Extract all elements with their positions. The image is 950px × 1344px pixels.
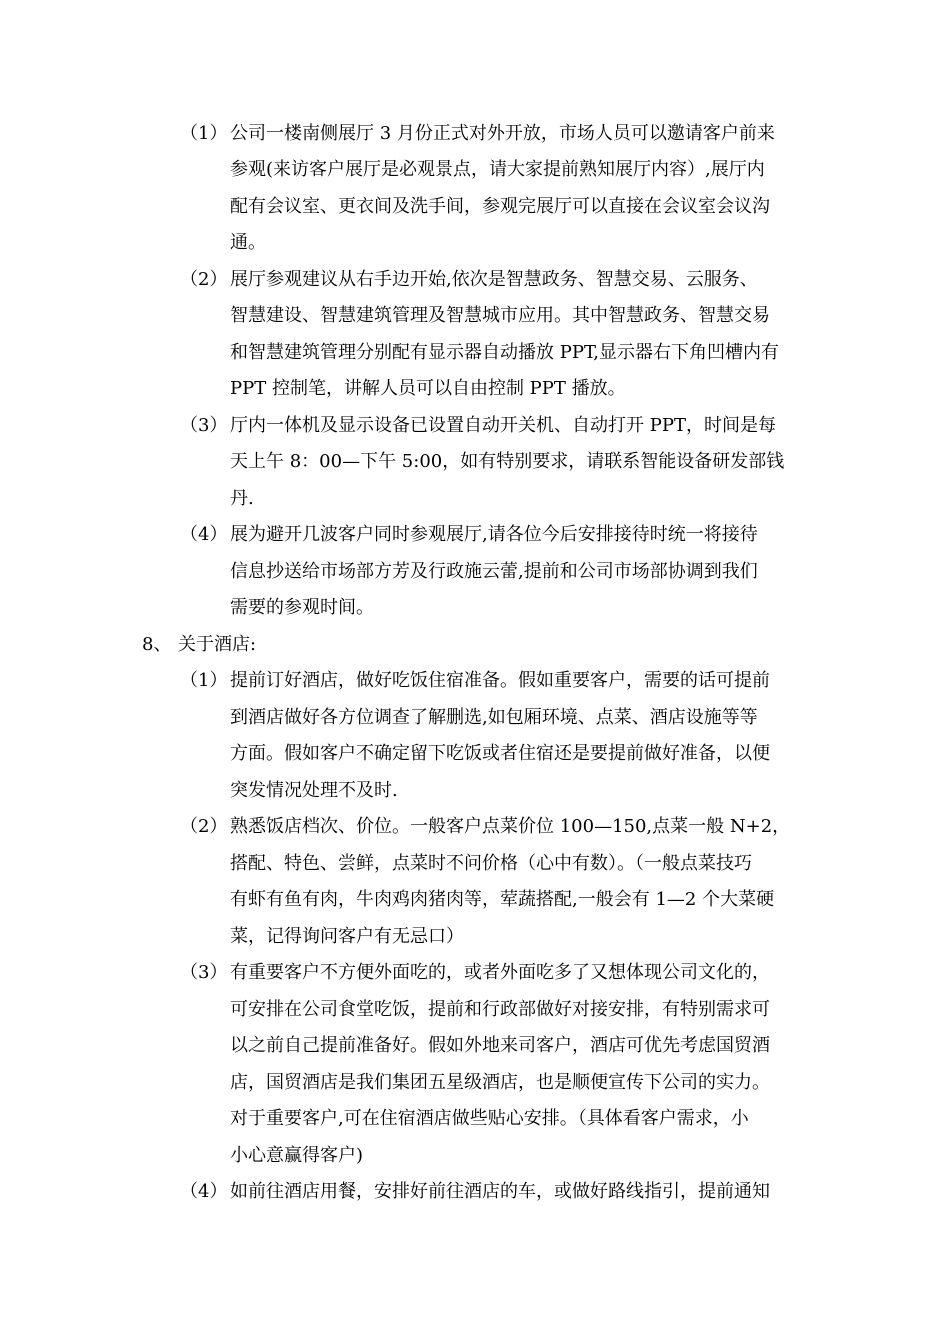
item-text-line: 厅内一体机及显示设备已设置自动开关机、自动打开 PPT，时间是每 bbox=[230, 415, 776, 436]
item-text-line: 提前订好酒店，做好吃饭住宿准备。假如重要客户，需要的话可提前 bbox=[230, 670, 770, 691]
item-text-line: 天上午 8：00—下午 5:00，如有特别要求，请联系智能设备研发部钱 bbox=[230, 451, 785, 472]
item-number: （3） bbox=[180, 962, 228, 983]
item-text-line: 需要的参观时间。 bbox=[230, 597, 374, 618]
item-text-line: 突发情况处理不及时. bbox=[230, 780, 398, 801]
item-text-line: 和智慧建筑管理分别配有显示器自动播放 PPT,显示器右下角凹槽内有 bbox=[230, 342, 780, 363]
item-text-line: 方面。假如客户不确定留下吃饭或者住宿还是要提前做好准备，以便 bbox=[230, 743, 770, 764]
item-text-line: 展厅参观建议从右手边开始,依次是智慧政务、智慧交易、云服务、 bbox=[230, 269, 758, 290]
item-text-line: 店，国贸酒店是我们集团五星级酒店，也是顺便宣传下公司的实力。 bbox=[230, 1072, 770, 1093]
item-text-line: 丹. bbox=[230, 488, 254, 509]
item-text-line: 有重要客户不方便外面吃的，或者外面吃多了又想体现公司文化的， bbox=[230, 962, 770, 983]
item-number: （1） bbox=[180, 670, 228, 691]
item-text-line: 信息抄送给市场部方芳及行政施云蕾,提前和公司市场部协调到我们 bbox=[230, 561, 758, 582]
item-text-line: 以之前自己提前准备好。假如外地来司客户，酒店可优先考虑国贸酒 bbox=[230, 1035, 770, 1056]
item-text-line: 公司一楼南侧展厅 3 月份正式对外开放，市场人员可以邀请客户前来 bbox=[230, 123, 775, 144]
item-text-line: 搭配、特色、尝鲜，点菜时不问价格（心中有数）。（一般点菜技巧 bbox=[230, 853, 752, 874]
item-number: （3） bbox=[180, 415, 228, 436]
item-text-line: 配有会议室、更衣间及洗手间，参观完展厅可以直接在会议室会议沟 bbox=[230, 196, 770, 217]
item-text-line: 如前往酒店用餐，安排好前往酒店的车，或做好路线指引，提前通知 bbox=[230, 1181, 770, 1202]
item-text-line: 对于重要客户,可在住宿酒店做些贴心安排。（具体看客户需求，小 bbox=[230, 1108, 749, 1129]
item-text-line: 小心意赢得客户) bbox=[230, 1145, 364, 1166]
item-number: （4） bbox=[180, 524, 228, 545]
item-text-line: 到酒店做好各方位调查了解删选,如包厢环境、点菜、酒店设施等等 bbox=[230, 707, 758, 728]
item-text-line: 菜，记得询问客户有无忌口） bbox=[230, 926, 464, 947]
item-text-line: 展为避开几波客户同时参观展厅,请各位今后安排接待时统一将接待 bbox=[230, 524, 758, 545]
item-number: （2） bbox=[180, 816, 228, 837]
item-text-line: 参观(来访客户展厅是必观景点，请大家提前熟知展厅内容）,展厅内 bbox=[230, 159, 765, 180]
item-text-line: 通。 bbox=[230, 232, 266, 253]
item-text-line: 熟悉饭店档次、价位。一般客户点菜价位 100—150,点菜一般 N+2， bbox=[230, 816, 791, 837]
item-number: （2） bbox=[180, 269, 228, 290]
item-text-line: 可安排在公司食堂吃饭，提前和行政部做好对接安排，有特别需求可 bbox=[230, 999, 770, 1020]
section-title: 关于酒店: bbox=[178, 634, 257, 655]
item-text-line: PPT 控制笔，讲解人员可以自由控制 PPT 播放。 bbox=[230, 378, 626, 399]
item-number: （4） bbox=[180, 1181, 228, 1202]
item-text-line: 智慧建设、智慧建筑管理及智慧城市应用。其中智慧政务、智慧交易 bbox=[230, 305, 770, 326]
item-number: （1） bbox=[180, 123, 228, 144]
item-text-line: 有虾有鱼有肉，牛肉鸡肉猪肉等，荤蔬搭配,一般会有 1—2 个大菜硬 bbox=[230, 889, 775, 910]
section-number: 8、 bbox=[142, 634, 172, 655]
